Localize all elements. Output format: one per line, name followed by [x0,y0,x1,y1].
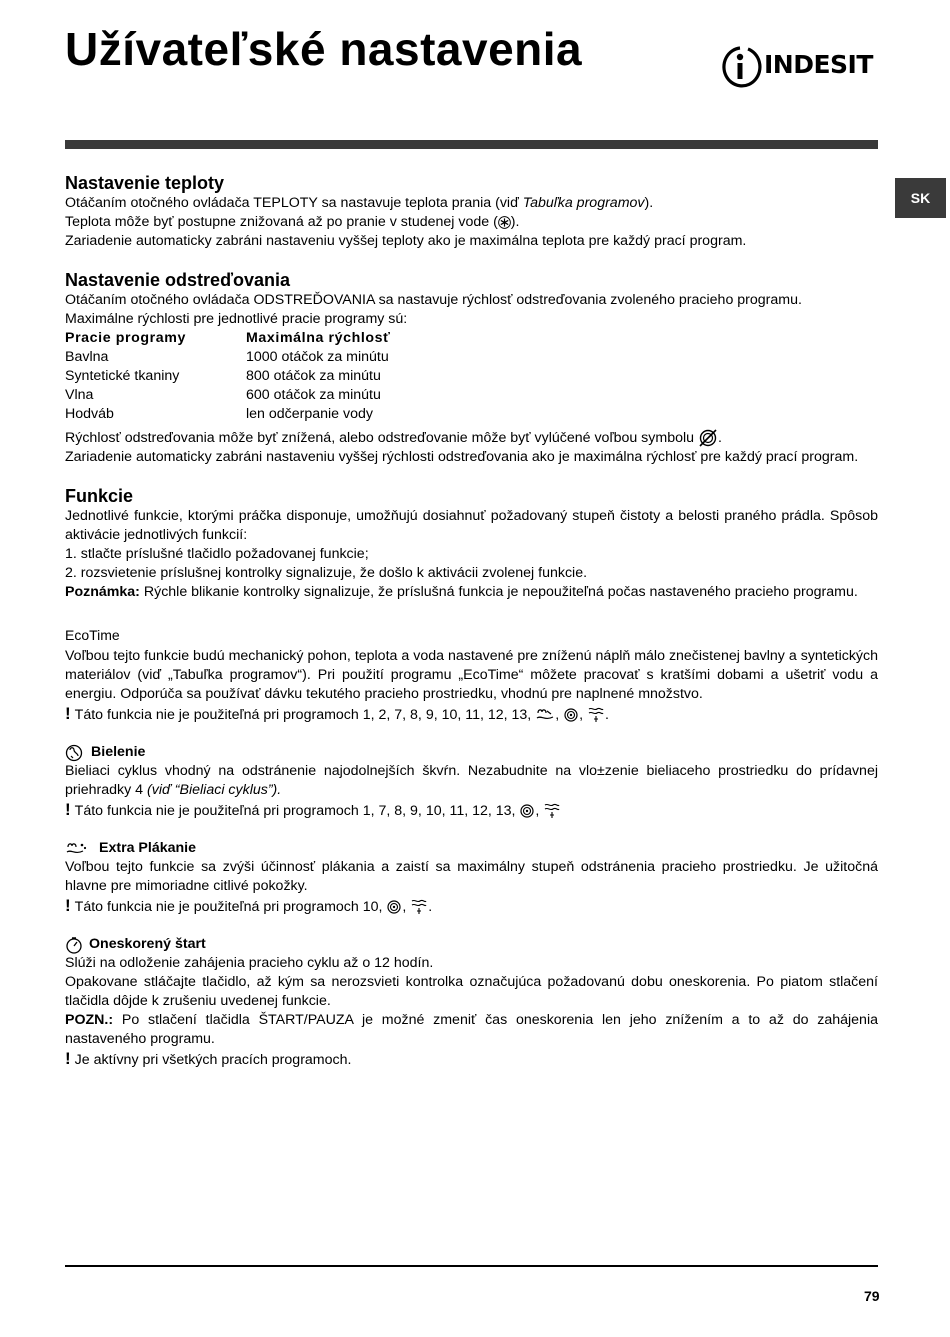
temperature-section [65,172,878,251]
delay-note: POZN.: Po stlačení tlačidla ŠTART/PAUZA je možné zmeniť čas oneskorenia len jeho znížením a to až do zahájenia nastaveného programu. [65,1012,878,1047]
column-header-program: Pracie programy [65,330,186,346]
timer-icon [65,936,83,954]
bleach-warning: ! Táto funkcia nie je použiteľná pri programoch 1, 7, 8, 9, 10, 11, 12, 13, , [65,800,878,821]
extra-rinse-icon [587,706,605,724]
snowflake-icon [498,216,511,229]
functions-section [65,485,878,602]
table-cell: 600 otáčok za minútu [246,387,381,403]
temperature-text-3: Zariadenie automaticky zabráni nastaveniu vyššej teploty ako je maximálna teplota pre každý prací program. [65,233,747,249]
spin-section [65,269,878,467]
table-row [65,386,391,405]
bleach-text: Bieliaci cyklus vhodný na odstránenie najodolnejších škvŕn. Nezabudnite na vlo±zenie bieliaceho prostriedku do prídavnej priehradky 4 (viď “Bieliaci cyklus”). [65,763,878,798]
header-divider [65,140,878,149]
spin-intro: Otáčaním otočného ovládača ODSTREĎOVANIA sa nastavuje rýchlosť odstreďovania zvoleného pracieho programu. [65,292,802,308]
ecotime-text: Voľbou tejto funkcie budú mechanický pohon, teplota a voda nastavené pre zníženú náplň málo znečistenej bavlny a syntetických materiálov (viď „Tabuľka programov“). Pri použití programu „EcoTime“ môžete pracovať s kratšími dobami a ušetriť vodu a energiu. Odporúča sa používať dávku tekutého pracieho prostriedku, vhodnú pre naplnené množstvo. [65,648,878,702]
exclamation-icon: ! [65,704,71,723]
table-cell: Bavlna [65,349,109,365]
language-tab: SK [895,178,946,218]
extra-rinse-text: Voľbou tejto funkcie sa zvýši účinnosť plákania a zaistí sa maximálny stupeň odstránenia pracieho prostriedku. Je užitočná hlavne pre mimoriadne citlivé pokožky. [65,859,878,894]
delay-text-2: Opakovane stláčajte tlačidlo, až kým sa nerozsvieti kontrolka označujúca požadovanú dobu oneskorenia. Po piatom stlačení tlačidla dôjde k zrušeniu uvedenej funkcie. [65,974,878,1009]
table-cell: Syntetické tkaniny [65,368,180,384]
extra-rinse-heading-row: Extra Plákanie [65,839,878,858]
main-content [65,172,878,1088]
column-header-speed: Maximálna rýchlosť [246,330,391,346]
spin-heading: Nastavenie odstreďovania [65,270,291,290]
no-spin-icon [698,428,718,448]
table-row [65,348,391,367]
bleach-heading-row: Bielenie [65,743,878,762]
exclamation-icon: ! [65,1049,71,1068]
extra-rinse-icon [410,898,428,916]
footer-divider [65,1265,878,1267]
silk-icon [519,803,535,819]
table-cell: 800 otáčok za minútu [246,368,381,384]
temperature-heading: Nastavenie teploty [65,173,225,193]
ecotime-warning: ! Táto funkcia nie je použiteľná pri programoch 1, 2, 7, 8, 9, 10, 11, 12, 13, , , . [65,704,609,723]
extra-rinse-icon [65,841,89,857]
delay-text-1: Slúži na odloženie zahájenia pracieho cyklu až o 12 hodín. [65,955,434,971]
exclamation-icon: ! [65,896,71,915]
wool-icon [535,707,555,723]
brand-wordmark: INDESIT [764,50,873,79]
silk-icon [563,707,579,723]
delay-section [65,935,878,1070]
delay-heading-row: Oneskorený štart [65,935,878,954]
functions-intro: Jednotlivé funkcie, ktorými práčka disponuje, umožňujú dosiahnuť požadovaný stupeň čistoty a belosti praného prádla. Spôsob aktivácie jednotlivých funkcií: [65,508,878,543]
table-cell: Hodváb [65,406,114,422]
delay-warning: ! Je aktívny pri všetkých pracích programoch. [65,1049,352,1068]
functions-heading: Funkcie [65,486,134,506]
table-row [65,367,391,386]
silk-icon [386,899,402,915]
bleach-icon [65,744,83,762]
extra-rinse-icon [543,802,561,820]
table-cell: Vlna [65,387,94,403]
table-cell: 1000 otáčok za minútu [246,349,389,365]
extra-rinse-section [65,839,878,917]
page-title: Užívateľské nastavenia [65,23,583,75]
ecotime-label: EcoTime [65,627,120,643]
temperature-text-1: Otáčaním otočného ovládača TEPLOTY sa nastavuje teplota prania (viď Tabuľka programov). [65,195,654,211]
spin-max-intro: Maximálne rýchlosti pre jednotlivé pracie programy sú: [65,311,408,327]
bleach-section [65,743,878,821]
temperature-text-2: Teplota môže byť postupne znižovaná až po pranie v studenej vode ( ). [65,214,520,230]
table-header-row [65,329,391,348]
spin-speed-table [65,329,391,424]
spin-reduce-text: Rýchlosť odstreďovania môže byť znížená, alebo odstreďovanie môže byť vylúčené voľbou symbolu . [65,428,878,448]
indesit-logo [718,44,883,88]
ecotime-section [65,626,878,725]
table-cell: len odčerpanie vody [246,406,373,422]
spin-auto-text: Zariadenie automaticky zabráni nastaveniu vyššej rýchlosti odstreďovania ako je maximálna rýchlosť pre každý prací program. [65,449,859,465]
brand-logo-icon [718,44,762,88]
functions-step-2: 2. rozsvietenie príslušnej kontrolky signalizuje, že došlo k aktivácii zvolenej funkcie. [65,565,588,581]
extra-rinse-warning: ! Táto funkcia nie je použiteľná pri programoch 10, , . [65,896,433,915]
functions-note: Poznámka: Rýchle blikanie kontrolky signalizuje, že príslušná funkcia je nepoužiteľná počas nastaveného pracieho programu. [65,584,858,600]
page-number: 79 [864,1288,880,1304]
table-row [65,405,391,424]
functions-step-1: 1. stlačte príslušné tlačidlo požadovanej funkcie; [65,546,369,562]
exclamation-icon: ! [65,800,71,819]
